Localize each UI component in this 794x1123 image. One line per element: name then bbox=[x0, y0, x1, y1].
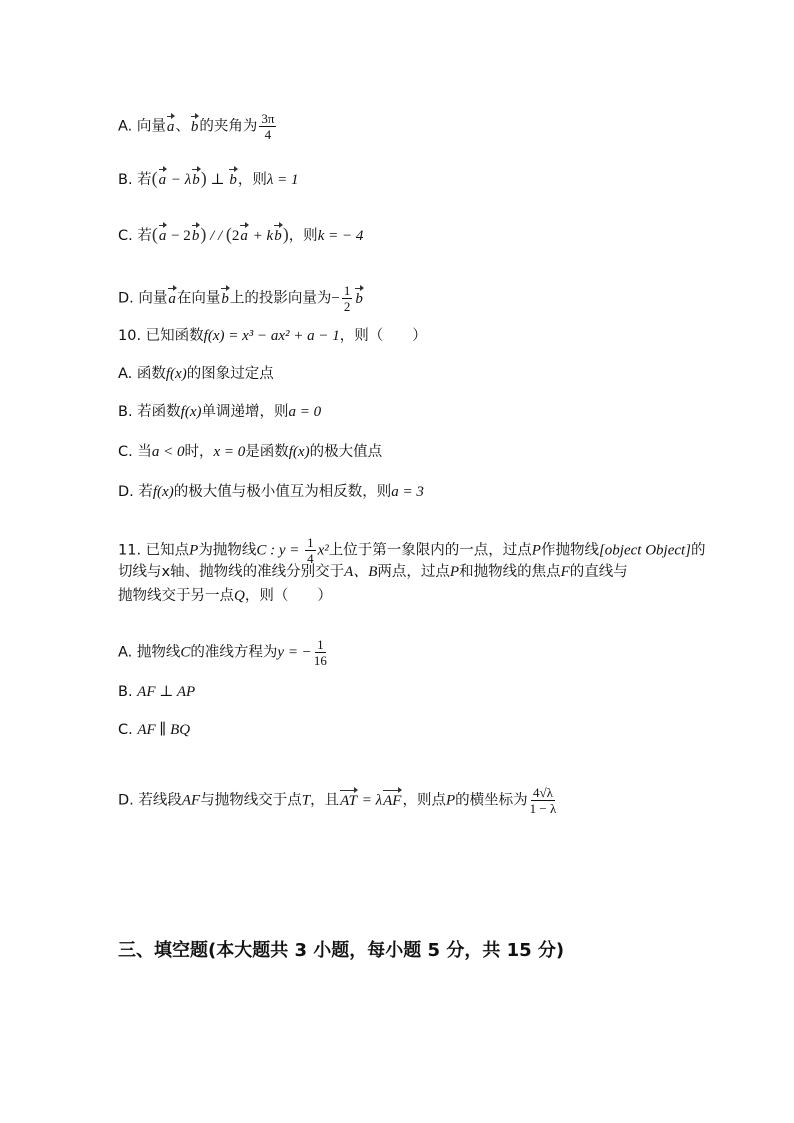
stem-text: 的直线与 bbox=[569, 564, 628, 580]
paren-close: ) bbox=[200, 168, 207, 188]
perp-symbol: ⊥ bbox=[206, 172, 229, 188]
fraction-answer bbox=[530, 786, 557, 815]
paren-open: ( bbox=[151, 224, 158, 244]
vector-b: b bbox=[192, 172, 200, 188]
point-p: P bbox=[449, 564, 460, 580]
math-expression: AF ∥ BQ bbox=[137, 722, 191, 738]
option-text: 的极大值与极小值互为相反数，则 bbox=[173, 484, 392, 500]
curve-equation: C : y = bbox=[256, 542, 304, 559]
paren-close: ) bbox=[200, 224, 207, 244]
q11-stem-line-1 bbox=[118, 536, 706, 565]
q9-option-c bbox=[118, 224, 363, 246]
curve-c: C bbox=[180, 644, 191, 661]
math-expression: AF ⊥ AP bbox=[137, 684, 196, 700]
function-expression: f(x) = x³ − ax² + a − 1 bbox=[203, 328, 340, 344]
vector-b: b bbox=[191, 228, 200, 244]
vector-a: a bbox=[158, 172, 167, 188]
q10-stem bbox=[118, 326, 427, 346]
q11-stem-line-2 bbox=[118, 562, 628, 582]
stem-text: 和抛物线的焦点 bbox=[459, 564, 561, 580]
point-p: P bbox=[445, 792, 456, 809]
option-label: C. bbox=[118, 722, 138, 738]
option-text: 的夹角为 bbox=[199, 118, 258, 135]
point-p: P bbox=[189, 542, 199, 559]
point-q: Q bbox=[234, 588, 245, 604]
math-term: 2 bbox=[231, 228, 240, 244]
vector-at: AT bbox=[340, 792, 358, 809]
math-result: a = 3 bbox=[391, 484, 424, 500]
vector-af: AF bbox=[383, 792, 402, 809]
frac-numerator: 3π bbox=[261, 111, 275, 126]
option-text: ，且 bbox=[310, 792, 340, 809]
question-number: 11. 已知点 bbox=[118, 542, 190, 559]
q10-option-b bbox=[118, 402, 321, 422]
q9-option-a bbox=[118, 112, 278, 141]
fraction-1-16 bbox=[314, 638, 327, 667]
vector-a: a bbox=[240, 228, 248, 244]
vector-a: a bbox=[166, 118, 175, 135]
stem-text: 为抛物线 bbox=[198, 542, 257, 559]
q9-option-d bbox=[118, 284, 364, 313]
parallel-symbol: / / bbox=[206, 228, 226, 244]
vector-b: b bbox=[229, 172, 237, 188]
math-term: + k bbox=[248, 228, 274, 244]
q10-option-a bbox=[118, 364, 274, 384]
math-result: a = 0 bbox=[288, 404, 322, 420]
vector-b: b bbox=[274, 228, 282, 244]
stem-text: 两点，过点 bbox=[377, 564, 450, 580]
point-p: P bbox=[531, 542, 541, 559]
frac-numerator: 1 bbox=[317, 637, 324, 652]
option-text: ，则点 bbox=[402, 792, 446, 809]
separator: 、 bbox=[175, 118, 190, 135]
option-text: 在向量 bbox=[176, 290, 221, 307]
fraction-3pi-4 bbox=[259, 112, 276, 141]
fraction-1-2 bbox=[342, 284, 353, 313]
stem-text: 切线与x轴、抛物线的准线分别交于 bbox=[118, 564, 345, 580]
q11-stem-line-3 bbox=[118, 586, 332, 606]
q10-option-d bbox=[118, 482, 424, 502]
question-suffix: ，则（ ） bbox=[244, 588, 332, 604]
option-text: 是函数 bbox=[245, 444, 289, 460]
option-text: 的横坐标为 bbox=[455, 792, 528, 809]
minus-sign: − bbox=[331, 290, 340, 307]
point-t: T bbox=[301, 792, 311, 809]
q11-option-a bbox=[118, 638, 329, 667]
paren-close: ) bbox=[282, 224, 289, 244]
function-symbol: f(x) bbox=[288, 444, 310, 460]
stem-text: 的 bbox=[691, 542, 706, 559]
stem-text: 作抛物线 bbox=[540, 542, 599, 559]
option-label: B. 若 bbox=[118, 172, 152, 188]
q11-option-b bbox=[118, 682, 195, 702]
option-label: C. 当 bbox=[118, 444, 152, 460]
frac-numerator: 4√λ bbox=[532, 785, 553, 800]
curve-c: [object Object] bbox=[598, 542, 692, 559]
math-term: − 2 bbox=[167, 228, 191, 244]
stem-text: 抛物线交于另一点 bbox=[118, 588, 234, 604]
frac-denominator: 4 bbox=[264, 127, 272, 142]
frac-denominator: 4 bbox=[307, 551, 314, 566]
option-text: 单调递增，则 bbox=[201, 404, 289, 420]
option-label: D. 向量 bbox=[118, 290, 168, 307]
point-f: F bbox=[560, 564, 570, 580]
frac-denominator: 1 − λ bbox=[529, 801, 557, 816]
frac-numerator: 1 bbox=[307, 535, 314, 550]
question-suffix: ，则（ ） bbox=[339, 328, 427, 344]
frac-denominator: 16 bbox=[313, 653, 327, 668]
function-symbol: f(x) bbox=[165, 366, 187, 382]
option-text: 的极大值点 bbox=[309, 444, 383, 460]
frac-numerator: 1 bbox=[343, 283, 351, 298]
vector-a: a bbox=[168, 290, 176, 307]
math-term: y = − bbox=[277, 644, 312, 661]
option-label: D. 若线段 bbox=[118, 792, 182, 809]
math-term: x = 0 bbox=[213, 444, 246, 460]
math-term: = λ bbox=[358, 792, 383, 809]
math-result: k = − 4 bbox=[317, 228, 364, 244]
function-symbol: f(x) bbox=[152, 484, 174, 500]
function-symbol: f(x) bbox=[180, 404, 202, 420]
option-label: A. 向量 bbox=[118, 118, 166, 135]
q11-option-d bbox=[118, 786, 558, 815]
math-condition: a < 0 bbox=[151, 444, 185, 460]
option-text: ，则 bbox=[237, 172, 267, 188]
question-number: 10. 已知函数 bbox=[118, 328, 204, 344]
vector-a: a bbox=[158, 228, 167, 244]
math-term: − λ bbox=[167, 172, 192, 188]
paren-open: ( bbox=[151, 168, 158, 188]
option-text: 与抛物线交于点 bbox=[200, 792, 302, 809]
curve-equation: x² bbox=[317, 542, 329, 559]
stem-text: 上位于第一象限内的一点，过点 bbox=[328, 542, 532, 559]
option-label: D. 若 bbox=[118, 484, 153, 500]
q10-option-c bbox=[118, 442, 382, 462]
option-text: ，则 bbox=[288, 228, 318, 244]
option-label: B. bbox=[118, 684, 138, 700]
q11-option-c bbox=[118, 720, 190, 740]
q9-option-b bbox=[118, 168, 299, 190]
frac-denominator: 2 bbox=[343, 299, 351, 314]
option-text: 时， bbox=[184, 444, 214, 460]
paren-open: ( bbox=[225, 224, 232, 244]
option-label: A. 函数 bbox=[118, 366, 166, 382]
option-text: 上的投影向量为 bbox=[229, 290, 332, 307]
option-label: B. 若函数 bbox=[118, 404, 181, 420]
option-text: 的图象过定点 bbox=[186, 366, 274, 382]
points-ab: A、B bbox=[344, 564, 378, 580]
segment-af: AF bbox=[181, 792, 201, 809]
option-label: A. 抛物线 bbox=[118, 644, 181, 661]
vector-b: b bbox=[221, 290, 229, 307]
section-heading: 三、填空题(本大题共 3 小题，每小题 5 分，共 15 分) bbox=[118, 940, 565, 961]
option-label: C. 若 bbox=[118, 228, 152, 244]
math-result: λ = 1 bbox=[266, 172, 299, 188]
vector-b: b bbox=[355, 290, 363, 307]
fraction-1-4 bbox=[305, 536, 316, 565]
option-text: 的准线方程为 bbox=[190, 644, 278, 661]
vector-b: b bbox=[190, 118, 199, 135]
